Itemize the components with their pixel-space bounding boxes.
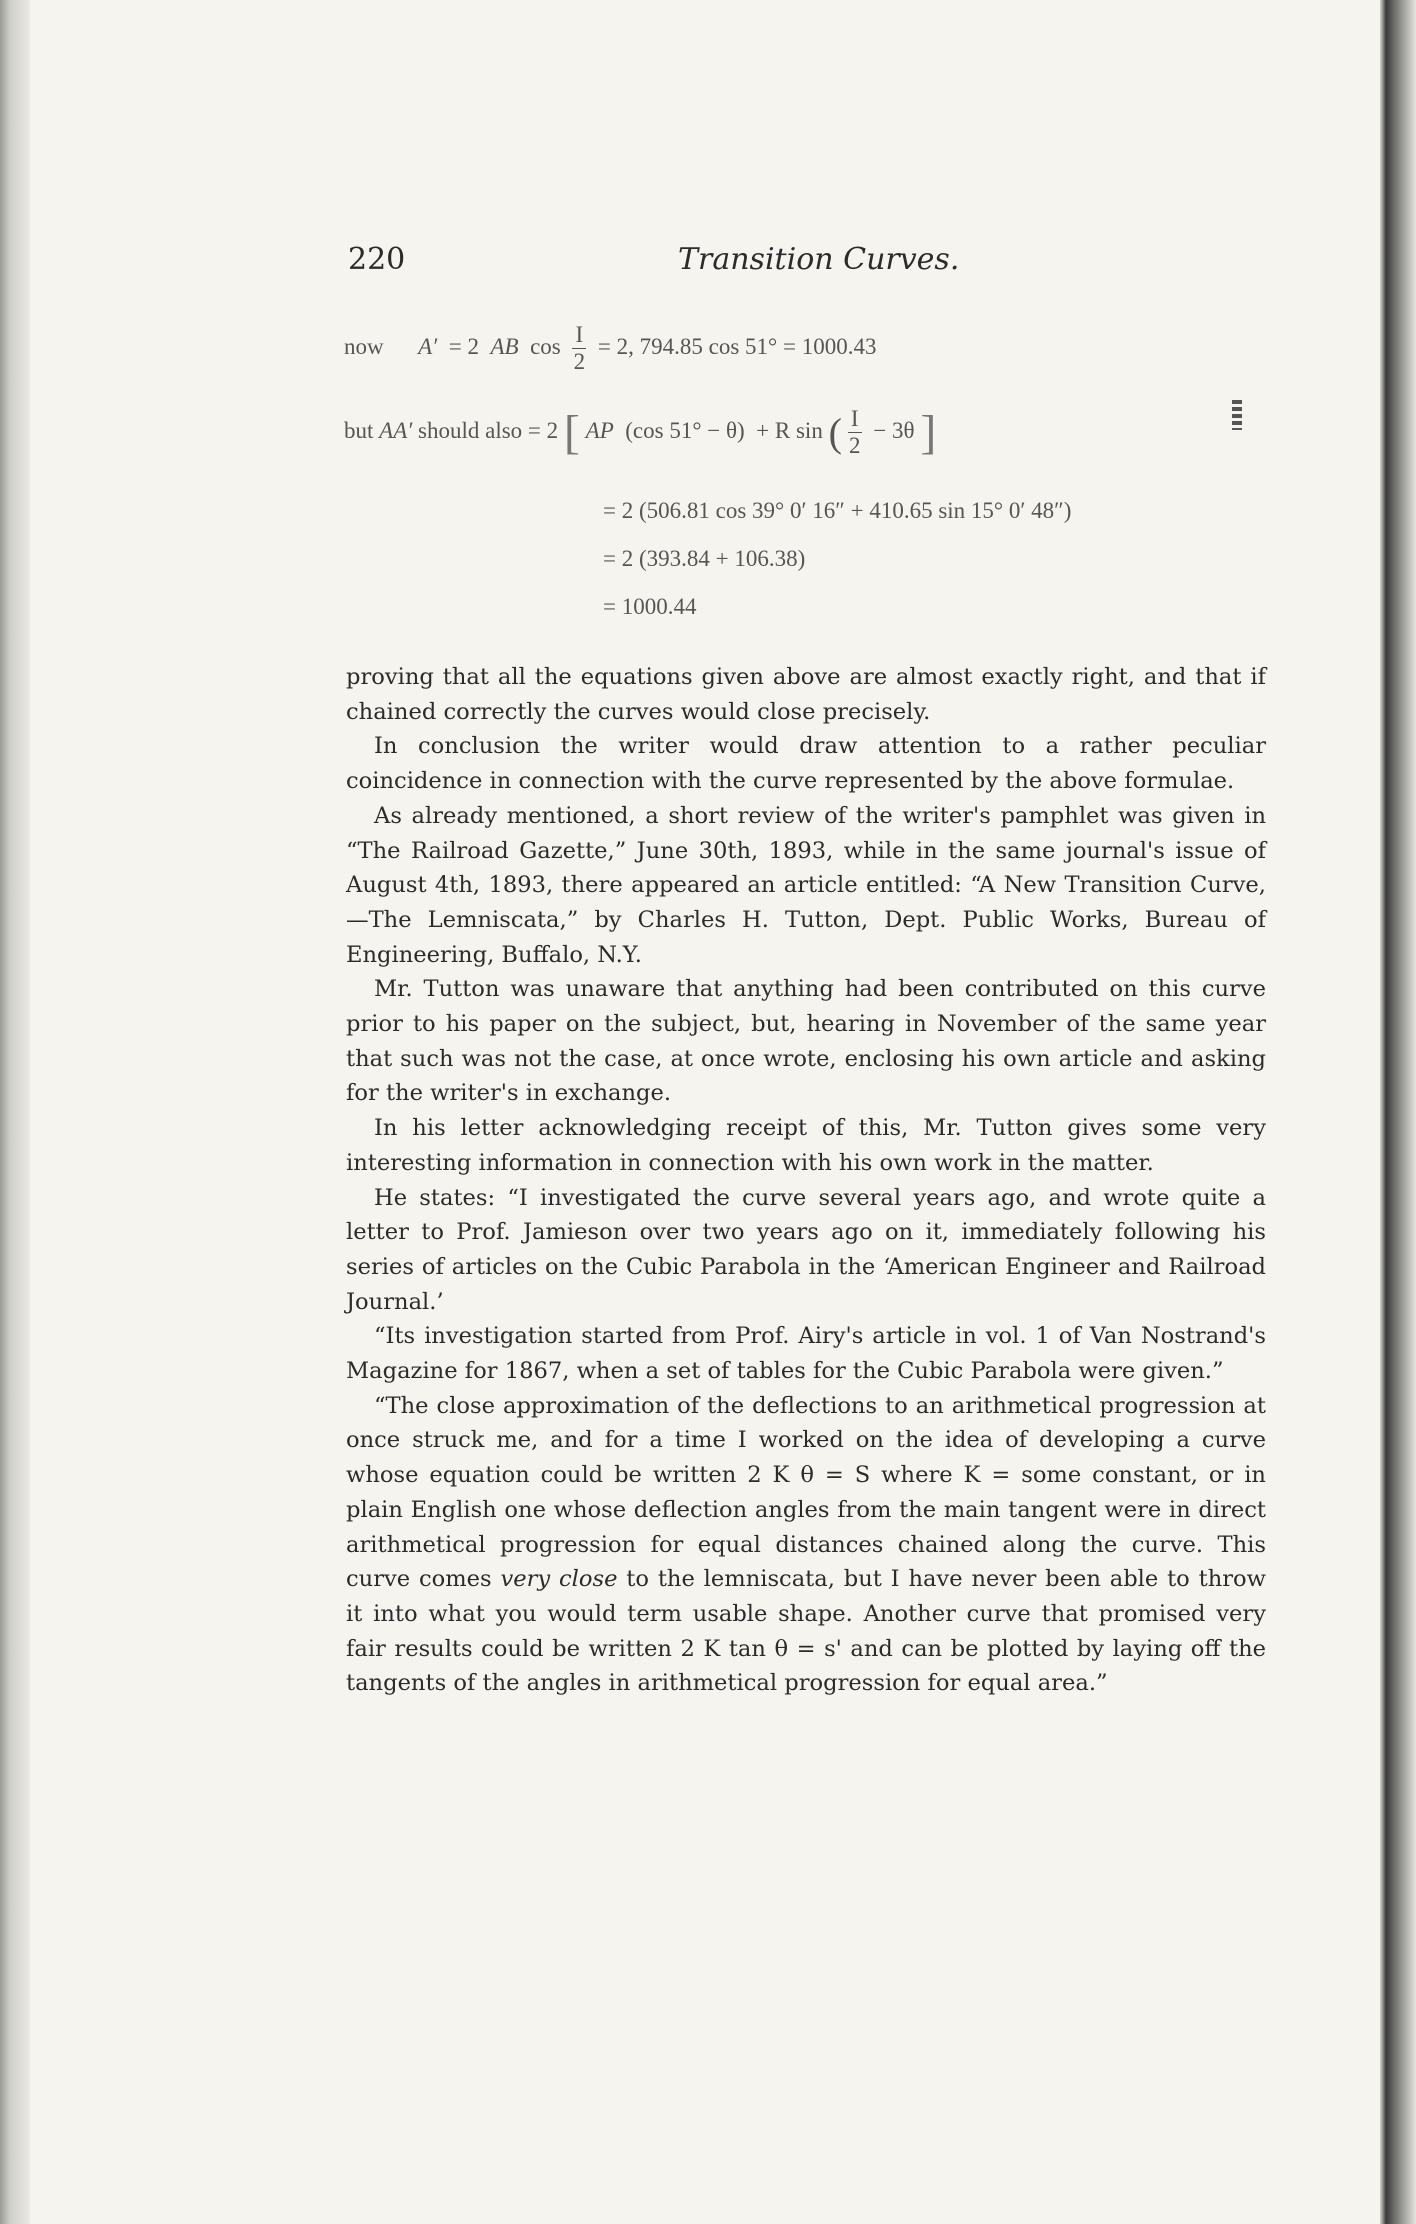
eq1-ab: AB: [490, 333, 519, 359]
equation-line-3: = 2 (506.81 cos 39° 0′ 16″ + 410.65 sin 15° 0′ 48″): [603, 498, 1072, 523]
equation-line-5: = 1000.44: [603, 594, 697, 619]
paragraph-8-after: to the lemniscata, but I have never been able to throw it into what you would term usable shape. Another curve that promised very fair results could be written 2 K tan θ = s' and can be plotted by laying off the tangents of the angles in arithmetical progression for equal area.”: [346, 1566, 1266, 1697]
eq1-rhs: = 2, 794.85 cos 51° = 1000.43: [597, 333, 877, 359]
margin-mark-icon: [1232, 400, 1242, 430]
eq2-frac-num: I: [848, 406, 862, 433]
page-binding-shadow: [0, 0, 30, 2224]
paragraph-8: [346, 1389, 1266, 1701]
paragraph-2: In conclusion the writer would draw attention to a rather peculiar coincidence in connection with the curve represented by the above formulae.: [346, 733, 1266, 795]
eq2-cos-term: (cos 51° − θ): [625, 417, 745, 443]
equation-line-1: [344, 322, 876, 375]
eq1-frac-den: 2: [573, 349, 586, 374]
running-head: [348, 242, 1268, 286]
eq2-fraction: [848, 406, 862, 459]
left-paren-icon: (: [828, 410, 842, 455]
paragraph-1: proving that all the equations given above are almost exactly right, and that if chained correctly the curves would close precisely.: [346, 664, 1266, 725]
running-title: Transition Curves.: [678, 242, 960, 277]
eq2-lhs: AA′: [379, 417, 413, 443]
paragraph-8-emphasis: very close: [500, 1566, 618, 1593]
paragraph-7: “Its investigation started from Prof. Airy's article in vol. 1 of Van Nostrand's Magazine for 1867, when a set of tables for the Cubic Parabola were given.”: [346, 1323, 1266, 1385]
eq2-ap: AP: [585, 417, 614, 443]
eq1-fraction: [572, 322, 586, 375]
eq1-frac-num: I: [572, 322, 586, 349]
eq2-plus-r: + R sin: [756, 417, 823, 443]
equation-line-4: = 2 (393.84 + 106.38): [603, 546, 806, 571]
page-edge-shadow: [1380, 0, 1416, 2224]
eq1-lead: now: [344, 333, 384, 359]
paragraph-5: In his letter acknowledging receipt of this, Mr. Tutton gives some very interesting information in connection with his own work in the matter.: [346, 1115, 1266, 1176]
eq1-lhs: A′: [418, 333, 438, 359]
equation-line-2: [344, 405, 936, 460]
page-number: 220: [348, 242, 406, 277]
eq1-cos: cos: [530, 333, 561, 359]
right-bracket-icon: ]: [920, 406, 937, 459]
eq1-eq: = 2: [448, 333, 479, 359]
paragraph-4: Mr. Tutton was unaware that anything had been contributed on this curve prior to his paper on the subject, but, hearing in November of the same year that such was not the case, at once wrote, enclosing his own article and asking for the writer's in exchange.: [346, 976, 1266, 1107]
eq2-tail: − 3θ: [873, 417, 915, 443]
eq2-mid: should also = 2: [418, 417, 559, 443]
eq2-lead: but: [344, 417, 374, 443]
paragraph-8-before: “The close approximation of the deflections to an arithmetical progression at once struck me, and for a time I worked on the idea of developing a curve whose equation could be written 2 K θ = S where K = some constant, or in plain English one whose deflection angles from the main tangent were in direct arithmetical progression for equal distances chained along the curve. This curve comes: [346, 1392, 1266, 1593]
paragraph-3: As already mentioned, a short review of the writer's pamphlet was given in “The Railroad Gazette,” June 30th, 1893, while in the same journal's issue of August 4th, 1893, there appeared an article entitled: “A New Transition Curve,—The Lemniscata,” by Charles H. Tutton, Dept. Public Works, Bureau of Engineering, Buffalo, N.Y.: [346, 802, 1266, 968]
body-text: [346, 660, 1266, 1701]
paragraph-6: He states: “I investigated the curve several years ago, and wrote quite a letter to Prof. Jamieson over two years ago on it, immediately following his series of articles on the Cubic Parabola in the ‘American Engineer and Railroad Journal.’: [346, 1184, 1266, 1315]
left-bracket-icon: [: [563, 406, 580, 459]
eq2-frac-den: 2: [848, 433, 861, 458]
